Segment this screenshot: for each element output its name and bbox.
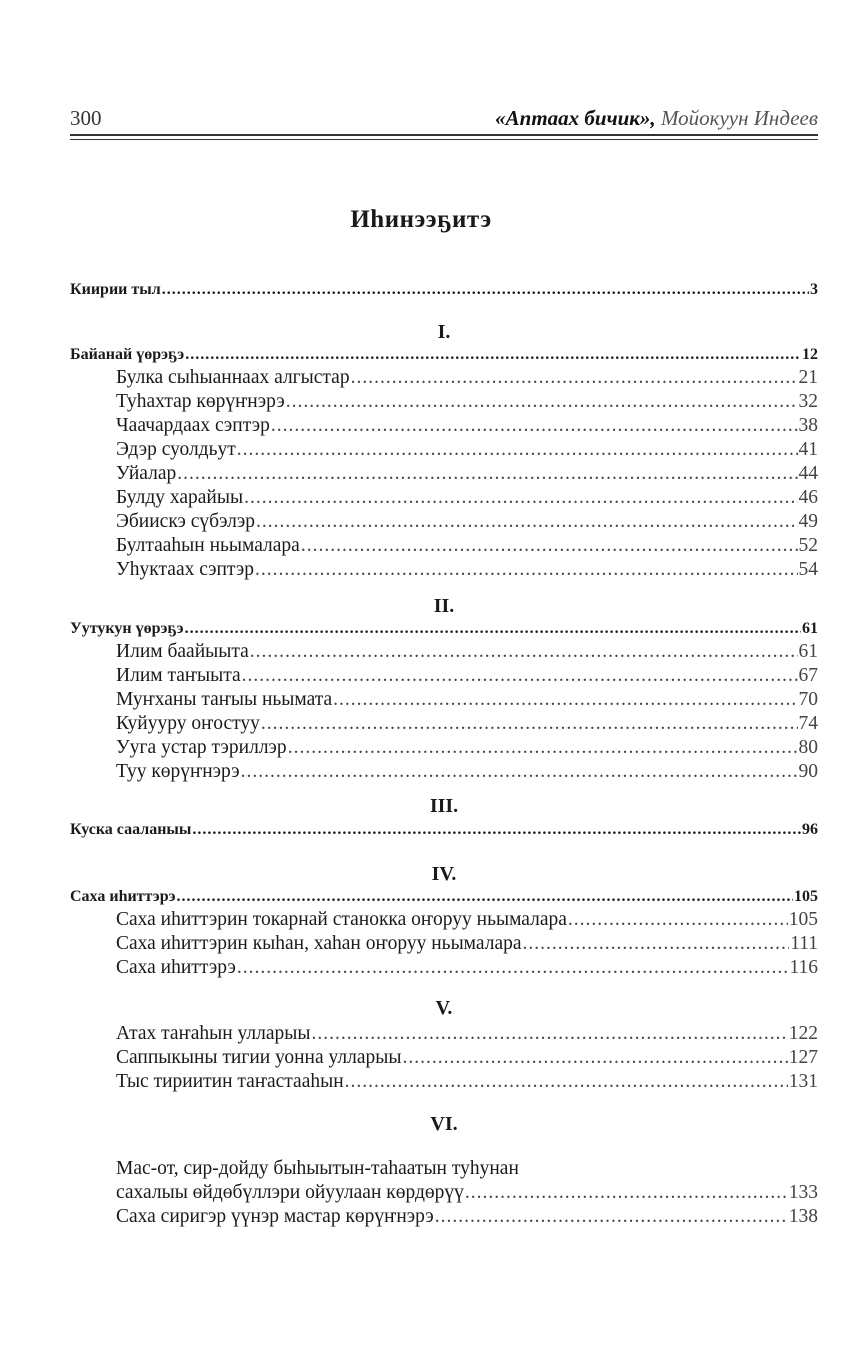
- running-title: [495, 106, 818, 131]
- toc-entry-first-line: Мас-от, сир-дойду быһыытын-таһаатын туһунан: [116, 1158, 519, 1179]
- leader-dots: [351, 366, 798, 390]
- toc-entry[interactable]: [116, 1022, 818, 1046]
- toc-entry-page: 105: [794, 888, 818, 905]
- toc-entry[interactable]: [116, 932, 818, 956]
- toc-entry[interactable]: [116, 1205, 818, 1229]
- toc-entry-page: 133: [788, 1182, 818, 1203]
- leader-dots: [402, 1046, 787, 1070]
- toc-entry-page: 61: [802, 620, 818, 637]
- toc-entry-page: 49: [798, 511, 818, 532]
- toc-entry[interactable]: [116, 760, 818, 784]
- toc-entry-page: 67: [798, 665, 818, 686]
- toc-entry-page: 90: [798, 761, 818, 782]
- toc-entry-label: Бултааһын ньымалара: [116, 535, 300, 556]
- leader-dots: [250, 640, 798, 664]
- toc-entry-page: 74: [798, 713, 818, 734]
- toc-entry-label: Илим баайыыта: [116, 641, 249, 662]
- leader-dots: [465, 1181, 788, 1205]
- toc-entry[interactable]: [116, 688, 818, 712]
- leader-dots: [523, 932, 790, 956]
- leader-dots: [242, 664, 798, 688]
- toc-entry-page: 138: [788, 1206, 818, 1227]
- toc-entry[interactable]: [116, 1181, 818, 1205]
- toc-entry-page: 32: [798, 391, 818, 412]
- leader-dots: [244, 486, 797, 510]
- toc-entry[interactable]: [116, 366, 818, 390]
- toc-entry-label: Куйууру оҥостуу: [116, 713, 260, 734]
- toc-entry-page: 54: [798, 559, 818, 580]
- toc-entry-label: Эдэр суолдьут: [116, 439, 236, 460]
- toc-entry[interactable]: [116, 414, 818, 438]
- toc-entry-label: Саха иһиттэрин токарнай станокка оҥоруу ньымалара: [116, 909, 567, 930]
- toc-section-heading[interactable]: [70, 617, 818, 641]
- toc-entry-label: Ууга устар тэриллэр: [116, 737, 287, 758]
- section-numeral-4: IV.: [431, 863, 457, 885]
- toc-entry-label: Туһахтар көрүҥнэрэ: [116, 391, 285, 412]
- toc-entry[interactable]: [116, 486, 818, 510]
- toc-entry-page: 122: [788, 1023, 818, 1044]
- toc-section-heading[interactable]: [70, 818, 818, 842]
- leader-dots: [237, 956, 789, 980]
- toc-entry[interactable]: [116, 736, 818, 760]
- toc-section-heading[interactable]: [70, 885, 818, 909]
- toc-entry[interactable]: [116, 712, 818, 736]
- toc-entry-label: Саха иһиттэрин кыһан, хаһан оҥоруу ньымалара: [116, 933, 522, 954]
- leader-dots: [261, 712, 798, 736]
- toc-entry-page: 44: [798, 463, 818, 484]
- toc-entry-label: Саппыкыны тигии уонна улларыы: [116, 1047, 402, 1068]
- toc-entry-page: 127: [788, 1047, 818, 1068]
- toc-entry-label: Байанай үөрэҕэ: [70, 346, 185, 363]
- toc-entry[interactable]: [116, 510, 818, 534]
- leader-dots: [435, 1205, 788, 1229]
- toc-entry-page: 46: [798, 487, 818, 508]
- toc-entry-label: Эбиискэ сүбэлэр: [116, 511, 255, 532]
- toc-entry-label: Булду харайыы: [116, 487, 244, 508]
- toc-entry-label: Тыс тириитин таҥастааһын: [116, 1071, 344, 1092]
- leader-dots: [185, 343, 801, 367]
- running-header: [70, 106, 818, 136]
- toc-entry-label: Саха иһиттэрэ: [116, 957, 236, 978]
- toc-entry-label: Уйалар: [116, 463, 177, 484]
- toc-entry-page: 70: [798, 689, 818, 710]
- section-numeral-1: I.: [437, 321, 451, 343]
- toc-entry-page: 41: [798, 439, 818, 460]
- leader-dots: [312, 1022, 788, 1046]
- toc-entry-intro[interactable]: [70, 278, 818, 302]
- leader-dots: [177, 462, 797, 486]
- leader-dots: [333, 688, 797, 712]
- toc-entry-page: 52: [798, 535, 818, 556]
- author-name: Мойокуун Индеев: [660, 106, 818, 130]
- toc-entry-page: 105: [788, 909, 818, 930]
- toc-entry[interactable]: [116, 438, 818, 462]
- leader-dots: [241, 760, 798, 784]
- section-numeral-6: VI.: [430, 1113, 458, 1135]
- leader-dots: [185, 617, 801, 641]
- toc-entry-page: 80: [798, 737, 818, 758]
- toc-entry-label: Булка сыһыаннаах алгыстар: [116, 367, 350, 388]
- leader-dots: [192, 818, 801, 842]
- section-numeral-3: III.: [429, 795, 459, 817]
- leader-dots: [271, 414, 798, 438]
- toc-entry[interactable]: [116, 956, 818, 980]
- leader-dots: [255, 558, 797, 582]
- leader-dots: [237, 438, 798, 462]
- toc-entry-page: 111: [790, 933, 818, 954]
- leader-dots: [162, 278, 809, 302]
- leader-dots: [568, 908, 788, 932]
- leader-dots: [288, 736, 798, 760]
- header-rule-thick: [70, 134, 818, 136]
- toc-entry[interactable]: [116, 664, 818, 688]
- toc-section-heading[interactable]: [70, 343, 818, 367]
- toc-entry[interactable]: [116, 1046, 818, 1070]
- toc-entry-page: 38: [798, 415, 818, 436]
- toc-entry[interactable]: [116, 908, 818, 932]
- toc-entry-page: 116: [789, 957, 818, 978]
- toc-entry-label: Уутукун үөрэҕэ: [70, 620, 184, 637]
- section-numeral-2: II.: [433, 595, 455, 617]
- header-rule-thin: [70, 139, 818, 140]
- leader-dots: [345, 1070, 788, 1094]
- toc-entry-label: Муҥханы таҥыы ньымата: [116, 689, 333, 710]
- toc-entry-page: 96: [802, 821, 818, 838]
- toc-entry-label: Чаачардаах сэптэр: [116, 415, 270, 436]
- toc-entry[interactable]: [116, 1070, 818, 1094]
- toc-entry-label: Илим таҥыыта: [116, 665, 241, 686]
- leader-dots: [177, 885, 793, 909]
- toc-entry[interactable]: [116, 534, 818, 558]
- toc-entry-page: 21: [798, 367, 818, 388]
- book-title: «Аптаах бичик»,: [495, 106, 656, 130]
- toc-entry-label: Атах таҥаһын улларыы: [116, 1023, 311, 1044]
- toc-entry-page: 131: [788, 1071, 818, 1092]
- toc-entry-label: сахалыы өйдөбүллэри ойуулаан көрдөрүү: [116, 1182, 464, 1203]
- toc-entry-label: Куска сааланыы: [70, 821, 192, 838]
- toc-entry-label: Туу көрүҥнэрэ: [116, 761, 240, 782]
- toc-entry[interactable]: [116, 390, 818, 414]
- leader-dots: [301, 534, 798, 558]
- leader-dots: [256, 510, 798, 534]
- toc-entry[interactable]: [116, 640, 818, 664]
- toc-title: Иһинээҕитэ: [350, 206, 492, 233]
- toc-entry-page: 3: [810, 281, 818, 298]
- toc-entry-label: Уһуктаах сэптэр: [116, 559, 255, 580]
- toc-entry-label: Саха иһиттэрэ: [70, 888, 176, 905]
- toc-entry-label: Саха сиригэр үүнэр мастар көрүҥнэрэ: [116, 1206, 434, 1227]
- toc-entry[interactable]: [116, 462, 818, 486]
- page-number: 300: [70, 106, 102, 130]
- section-numeral-5: V.: [435, 997, 453, 1019]
- toc-entry-page: 12: [802, 346, 818, 363]
- toc-entry-label: Киирии тыл: [70, 281, 161, 298]
- leader-dots: [286, 390, 798, 414]
- toc-entry-page: 61: [798, 641, 818, 662]
- toc-entry[interactable]: [116, 558, 818, 582]
